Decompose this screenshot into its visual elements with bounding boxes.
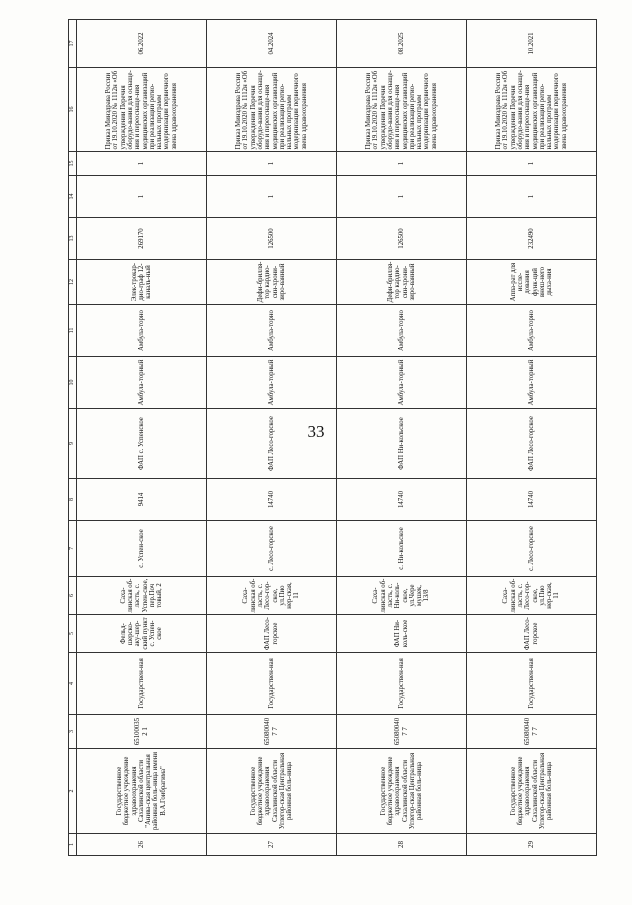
subdivision-address: Саха-линская об-ласть, с. Лесо-гор-ское, ул.Пио нер-ская, 11 [207, 577, 337, 615]
care-form: Амбула-торно [207, 305, 337, 357]
column-number: 5 [69, 615, 77, 653]
quantity-total: 1 [467, 152, 597, 176]
column-number-row [69, 20, 77, 856]
care-form: Амбула-торно [77, 305, 207, 357]
legal-basis: Приказ Минздрава России от 19.10.2020 № 1112н «Об утверждении Перечня оборудо-вания для оснаще-ния и переоснаще-ния медицинских организаций при реализации регио-нальных программ модернизации первичного звена здравоохранения [77, 68, 207, 152]
care-form: Амбула-торно [467, 305, 597, 357]
locality: с. Лесо-горское [467, 521, 597, 577]
table-row [207, 20, 337, 856]
row-number: 27 [207, 834, 337, 856]
quantity: 1 [207, 176, 337, 218]
column-number: 8 [69, 479, 77, 521]
table-row [337, 20, 467, 856]
ownership-form: Государствен-ная [467, 653, 597, 715]
column-number: 6 [69, 577, 77, 615]
equipment-name: Дефи-брилля-тор кардио-син-хрони-зиро-ванный [337, 260, 467, 305]
quantity: 1 [77, 176, 207, 218]
ownership-form: Государствен-ная [337, 653, 467, 715]
column-number: 2 [69, 749, 77, 834]
ogrn-code: 650800407 7 [207, 715, 337, 749]
column-number: 11 [69, 305, 77, 357]
installation-site: ФАП Ни-кольское [337, 409, 467, 479]
unit-price: 269170 [77, 218, 207, 260]
column-number: 7 [69, 521, 77, 577]
population: 14740 [207, 479, 337, 521]
quantity: 1 [467, 176, 597, 218]
column-number: 9 [69, 409, 77, 479]
unit-price: 232490 [467, 218, 597, 260]
page-number: 33 [307, 422, 325, 441]
unit-price: 126500 [337, 218, 467, 260]
installation-site: ФАП Лесо-горское [207, 409, 337, 479]
equipment-name: Элек-трокар-дио-граф 12-каналь-ный [77, 260, 207, 305]
column-number: 14 [69, 176, 77, 218]
organization-name: Государственное бюджетное учреждение здравоохранения Сахалинской области Углегор-ская Центральная районная боль-ница [337, 749, 467, 834]
column-number: 3 [69, 715, 77, 749]
rotated-table-container [68, 20, 588, 856]
subdivision-name: ФАП Лесо-горское [207, 615, 337, 653]
subdivision-name: ФАП Лесо-горское [467, 615, 597, 653]
ogrn-code: 650800407 7 [337, 715, 467, 749]
equipment-name: Аппа-рат для иссле-дования функ-ций внеш-него дыха-ния [467, 260, 597, 305]
column-number: 17 [69, 20, 77, 68]
care-form: Амбула-торно [337, 305, 467, 357]
care-type: Амбула-торный [77, 357, 207, 409]
equipment-register-table [68, 19, 597, 856]
legal-basis: Приказ Минздрава России от 19.10.2020 № 1112н «Об утверждении Перечня оборудо-вания для оснаще-ния и переоснаще-ния медицинских организаций при реализации регио-нальных программ модернизации первичного звена здравоохранения [207, 68, 337, 152]
quantity-total: 1 [77, 152, 207, 176]
column-number: 15 [69, 152, 77, 176]
column-number: 1 [69, 834, 77, 856]
quantity-total: 1 [337, 152, 467, 176]
installation-site: ФАП Лесо-горское [467, 409, 597, 479]
ogrn-code: 651000352 1 [77, 715, 207, 749]
delivery-date: 06.2022 [77, 20, 207, 68]
population: 9414 [77, 479, 207, 521]
care-type: Амбула-торный [467, 357, 597, 409]
legal-basis: Приказ Минздрава России от 19.10.2020 № 1112н «Об утверждении Перечня оборудо-вания для оснаще-ния и переоснаще-ния медицинских организаций при реализации регио-нальных программ модернизации первичного звена здравоохранения [467, 68, 597, 152]
organization-name: Государственное бюджетное учреждение здравоохранения Сахалинской области Углегор-ская Центральная районная боль-ница [207, 749, 337, 834]
row-number: 28 [337, 834, 467, 856]
table-row [77, 20, 207, 856]
care-type: Амбула-торный [207, 357, 337, 409]
locality: с. Лесо-горское [207, 521, 337, 577]
population: 14740 [337, 479, 467, 521]
delivery-date: 04.2024 [207, 20, 337, 68]
column-number: 10 [69, 357, 77, 409]
column-number: 12 [69, 260, 77, 305]
care-type: Амбула-торный [337, 357, 467, 409]
subdivision-name: ФАП Ни-коль-ское [337, 615, 467, 653]
installation-site: ФАП с. Успенское [77, 409, 207, 479]
locality: с. Успен-ское [77, 521, 207, 577]
ownership-form: Государствен-ная [77, 653, 207, 715]
quantity-total: 1 [207, 152, 337, 176]
table-row [467, 20, 597, 856]
legal-basis: Приказ Минздрава России от 19.10.2020 № 1112н «Об утверждении Перечня оборудо-вания для оснаще-ния и переоснаще-ния медицинских организаций при реализации регио-нальных программ модернизации первичного звена здравоохранения [337, 68, 467, 152]
organization-name: Государственное бюджетное учреждение здравоохранения Сахалинской области Углегор-ская Центральная районная боль-ница [467, 749, 597, 834]
unit-price: 126500 [207, 218, 337, 260]
population: 14740 [467, 479, 597, 521]
row-number: 29 [467, 834, 597, 856]
row-number: 26 [77, 834, 207, 856]
ogrn-code: 650800407 7 [467, 715, 597, 749]
column-number: 16 [69, 68, 77, 152]
column-number: 4 [69, 653, 77, 715]
organization-name: Государственное бюджетное учреждение здравоохранения Сахалинской области "Анива-ская центральная районная боль-ница имени В.А.Гоибрагима" [77, 749, 207, 834]
locality: с. Ни-кольское [337, 521, 467, 577]
ownership-form: Государствен-ная [207, 653, 337, 715]
subdivision-address: Саха-линская об-ласть, с. Лесо-гор-ское, ул.Пио нер-ская, 11 [467, 577, 597, 615]
subdivision-address: Саха-линская об-ласть, с. Ни-коль-ское, ул.Чере мушек, 13/8 [337, 577, 467, 615]
subdivision-name: Фельд-шерско-аку-шер-ский пункт с. Успен-ское [77, 615, 207, 653]
equipment-name: Дефи-брилля-тор кардио-син-хрони-зиро-ванный [207, 260, 337, 305]
delivery-date: 08.2025 [337, 20, 467, 68]
quantity: 1 [337, 176, 467, 218]
column-number: 13 [69, 218, 77, 260]
delivery-date: 10.2021 [467, 20, 597, 68]
subdivision-address: Саха-линская об-ласть, с. Успен-ское, пер.Поч товый, 2 [77, 577, 207, 615]
